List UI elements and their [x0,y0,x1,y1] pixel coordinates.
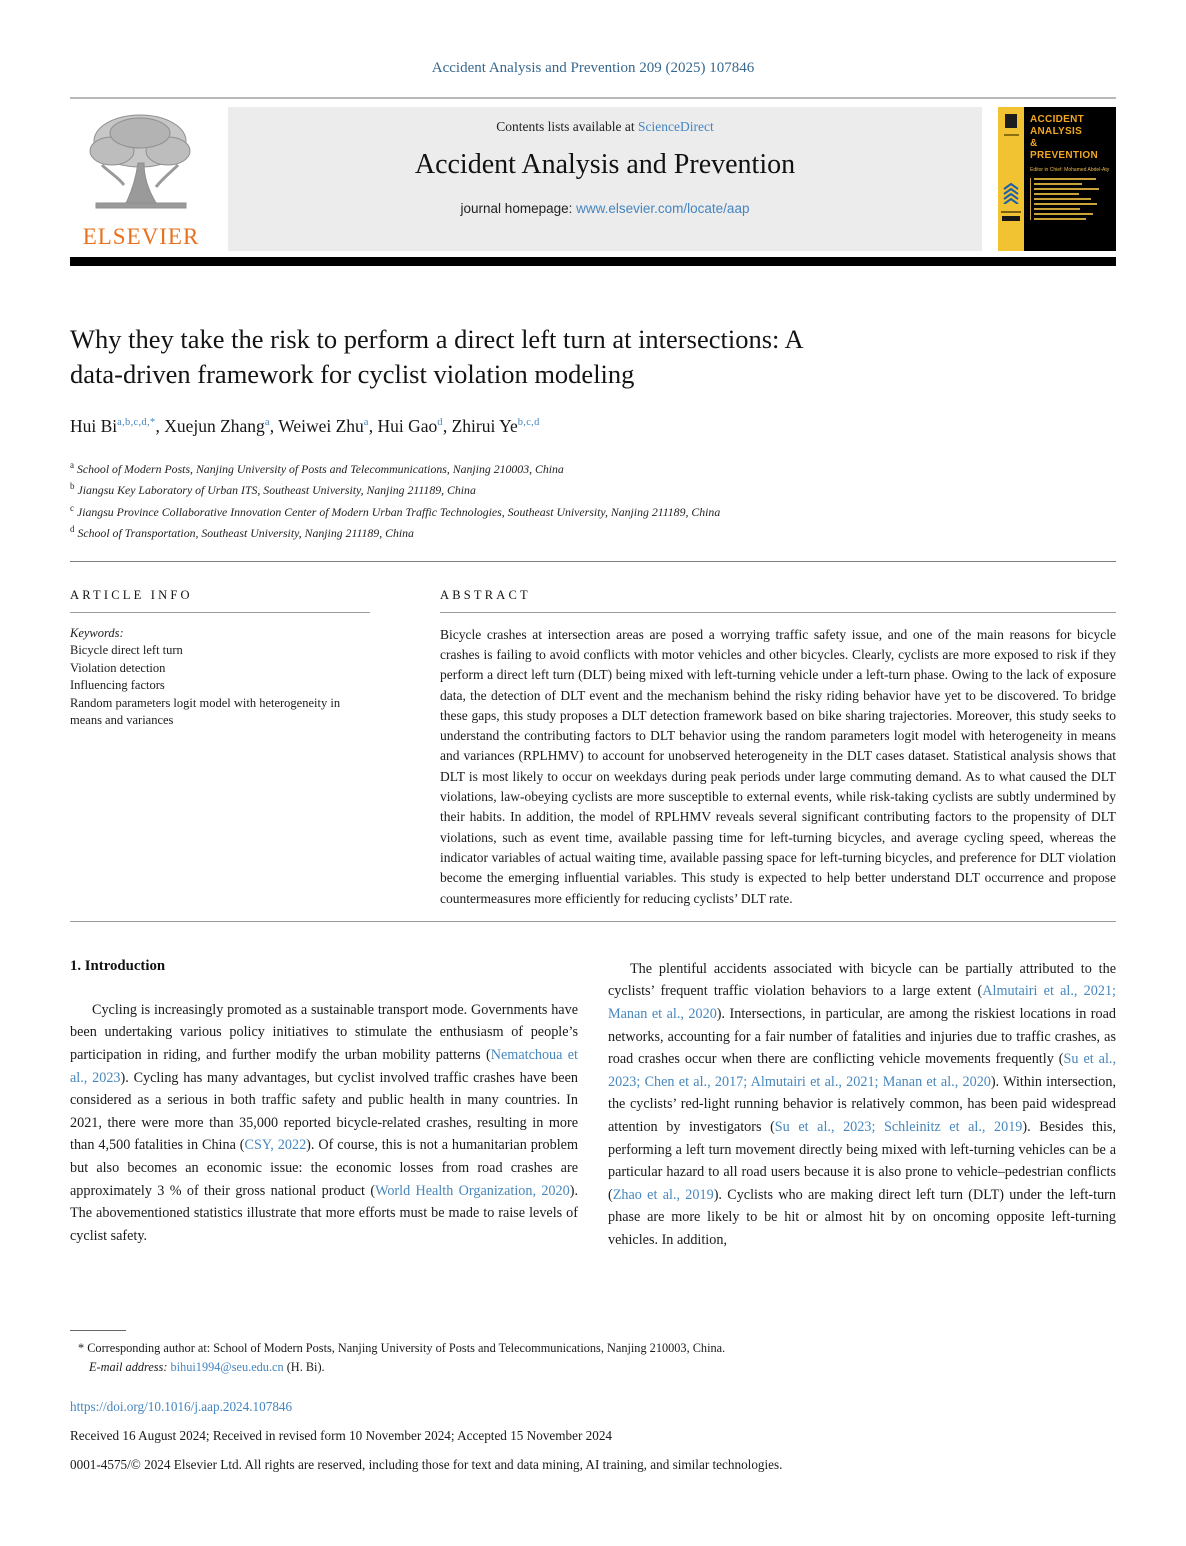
masthead-black-bar [70,257,1116,266]
citation-link[interactable]: Su et al., 2023; Chen et al., 2017; Almutairi et al., 2021; Manan et al., 2020 [608,1051,1116,1090]
cover-sciencedirect-badge [1002,216,1020,221]
cover-topic-bar [1034,178,1096,180]
author [164,416,278,436]
masthead [70,107,1116,251]
elsevier-tree-icon [82,107,200,222]
affiliation-text: Jiangsu Key Laboratory of Urban ITS, Southeast University, Nanjing 211189, China [77,483,476,498]
author-name: Xuejun Zhang [164,416,265,436]
author-superscript[interactable]: a [363,417,369,429]
citation-link[interactable]: Almutairi et al., 2021; Manan et al., 2020 [608,983,1116,1023]
affiliation-text: School of Transportation, Southeast University, Nanjing 211189, China [77,526,414,541]
keyword-item: Random parameters logit model with heterogeneity in means and variances [70,695,341,728]
email-suffix: (H. Bi). [283,1360,325,1374]
cover-topic-bar [1034,213,1093,215]
affiliation-line [70,457,1116,478]
page-footer [70,1330,1116,1487]
body-text: ). Cycling has many advantages, but cyclist involved traffic crashes have been considered as a serious in both traffic safety and public health in many countries. In 2021, there were more than 35,000 reported bicycle-related crashes, resulting in more than 4,500 fatalities in China ( [70,1069,578,1154]
cover-topic-list [1030,178,1111,220]
intro-right-column [608,958,1116,1252]
body-text: ). The abovementioned statistics illustrate that more efforts must be made to raise levels of cyclist safety. [70,1182,578,1244]
affiliation-text: School of Modern Posts, Nanjing University of Posts and Telecommunications, Nanjing 210003, China [77,461,564,476]
affiliations [70,457,1116,543]
cover-title-line3: & [1030,138,1038,149]
affiliation-superscript: d [70,524,75,535]
keywords-label: Keywords: [70,625,124,640]
author [378,416,452,436]
top-divider [70,97,1116,99]
body-text: Cycling is increasingly promoted as a sustainable transport mode. Governments have been undertaking various policy initiatives to stimulate the enthusiasm of people’s participation in riding, and further modify the urban mobility patterns ( [70,1001,578,1064]
cover-title-line2: ANALYSIS [1030,126,1083,137]
article-title-line1: Why they take the risk to perform a direct left turn at intersections: A [70,324,804,354]
journal-cover-thumbnail[interactable] [998,107,1116,251]
affiliation-superscript: a [70,460,74,470]
cover-topic-bar [1034,183,1082,185]
email-link[interactable]: bihui1994@seu.edu.cn [170,1360,284,1374]
keyword-item: Influencing factors [70,678,165,693]
author-superscript[interactable]: d [437,417,443,429]
homepage-link[interactable]: www.elsevier.com/locate/aap [576,201,750,216]
body-text: ). Intersections, in particular, are among the riskiest locations in road networks, accounting for a fair number of fatalities and injuries due to traffic crashes, as road crashes occur when there are conflicting vehicle movements frequently ( [608,1006,1117,1068]
affiliation-text: Jiangsu Province Collaborative Innovation Center of Modern Urban Traffic Technologies, Southeast University, Nanjing 211189, China [77,504,721,519]
author-superscript[interactable]: a,b,c,d,* [117,417,156,429]
citation-link[interactable]: World Health Organization, 2020 [375,1182,570,1199]
contents-prefix: Contents lists available at [496,119,638,134]
journal-title: Accident Analysis and Prevention [414,149,796,180]
author-name: Zhirui Ye [451,416,518,436]
author-superscript[interactable]: a [264,417,270,429]
cover-association-text [1001,211,1021,213]
cover-editor-line: Editor in Chief: Mohamed Abdel-Aty [1030,167,1110,173]
introduction-section [70,958,1116,1252]
keyword-item: Bicycle direct left turn [70,643,183,658]
email-label: E-mail address: [89,1360,168,1374]
cover-title-line4: PREVENTION [1030,150,1099,161]
citation-link[interactable]: CSY, 2022 [244,1137,307,1154]
abstract-column [440,588,1116,909]
intro-right-paragraph [608,958,1116,1252]
homepage-line [238,201,972,216]
citation-link[interactable]: Zhao et al., 2019 [612,1186,714,1203]
cover-chevron-logo-icon [1001,182,1021,209]
author-separator: , [368,416,378,436]
author-separator: , [155,416,165,436]
intro-left-column [70,958,578,1252]
article-info-heading-rule [70,612,370,613]
body-text: ). Besides this, performing a left turn movement directly being mixed with left-turning vehicles can be a particular hazard to all road users because it is also prone to vehicle–pedestrian conflicts ( [608,1119,1116,1203]
body-text: ). Of course, this is not a humanitarian problem but also becomes an economic issue: the economic losses from road crashes are approximately 3 % of their gross national product ( [70,1137,578,1199]
author-superscript[interactable]: b,c,d [517,417,540,429]
affiliation-line [70,521,1116,542]
email-line [70,1360,1116,1375]
footnote-divider [70,1330,126,1331]
cover-title-line1: ACCIDENT [1030,114,1085,125]
corresponding-author-note: * Corresponding author at: School of Modern Posts, Nanjing University of Posts and Telecommunications, Nanjing 210003, China. [78,1341,726,1355]
author-name: Hui Bi [70,416,118,436]
keyword-item: Violation detection [70,660,166,675]
article-info-column [70,588,370,909]
body-text: ). Within intersection, the cyclists’ red-light running behavior is relatively common, has been paid widespread attention by investigators ( [608,1073,1116,1135]
author-name: Hui Gao [377,416,438,436]
cover-spine [998,107,1024,251]
masthead-center [228,107,982,251]
journal-reference: Accident Analysis and Prevention 209 (2025) 107846 [431,60,755,76]
cover-emblem-icon [1005,114,1017,128]
elsevier-wordmark: ELSEVIER [82,224,200,249]
cover-topic-bar [1034,193,1079,195]
doi-line [70,1399,1116,1415]
author [278,416,377,436]
intro-left-paragraph [70,999,578,1248]
elsevier-logo[interactable] [70,107,212,251]
citation-link[interactable]: Su et al., 2023; Schleinitz et al., 2019 [774,1119,1023,1135]
copyright-line: 0001-4575/© 2024 Elsevier Ltd. All rights are reserved, including those for text and data mining, AI training, and similar technologies. [70,1457,783,1473]
body-text: The plentiful accidents associated with bicycle can be partially attributed to the cyclists’ frequent traffic violation behaviors to a large extent ( [608,960,1116,1000]
abstract-text: Bicycle crashes at intersection areas are posed a worrying traffic safety issue, and one of the main reasons for bicycle crashes is failing to avoid conflicts with motor vehicles and other bicycles. Clearly, cyclists are more exposed to risk if they perform a direct left turn (DLT) being mixed with left-turning vehicle under a left-turn phase. Owing to the lack of exposure data, the detection of DLT event and the mechanism behind the risky riding behavior have yet to be discovered. To bridge these gaps, this study proposes a DLT detection framework based on bike sharing trajectories. Moreover, this study seeks to understand the contributing factors to DLT behavior using the random parameters logit model with heterogeneity in means and variances (RPLHMV) to account for unobserved heterogeneity in the DLT cases dataset. Statistical analysis shows that DLT is most likely to occur on weekdays during peak periods under large commuting demand. As to what caused the DLT violations, law-obeying cyclists are more susceptible to external events, while risk-taking cyclists are subtly undermined by their habits. In addition, the model of RPLHMV reveals several significant contributing factors to the propensity of DLT violations, such as event time, available passing time for left-turning bicycles, and average cycling speed, whereas the indicator variables of actual waiting time, available passing space for left-turning bicycles, and preference for DLT violation become the emerging influential variables. This study is expected to help better understand DLT occurrence and propose countermeasures more efficiently for reducing cyclists’ DLT rate. [440,626,1116,906]
affiliation-superscript: b [70,481,75,492]
cover-topic-bar [1034,188,1099,190]
doi-link[interactable]: https://doi.org/10.1016/j.aap.2024.107846 [70,1399,293,1414]
author-separator: , [442,416,452,436]
author [70,416,164,436]
affiliation-line [70,500,1116,521]
info-abstract-section [70,562,1116,909]
cover-topic-bar [1034,198,1091,200]
cover-main [1024,107,1116,251]
cover-topic-bar [1034,208,1080,210]
cover-title [1030,114,1111,162]
abstract-bottom-divider [70,921,1116,922]
affiliation-superscript: c [70,502,74,513]
abstract-heading-rule [440,612,1116,613]
abstract-heading: ABSTRACT [440,587,531,602]
contents-line [238,119,972,135]
affiliation-line [70,478,1116,499]
article-info-heading: ARTICLE INFO [70,587,193,602]
introduction-heading: 1. Introduction [70,957,166,974]
author-separator: , [269,416,279,436]
article-title-line2: data-driven framework for cyclist violation modeling [70,359,635,389]
homepage-prefix: journal homepage: [460,201,577,216]
author [452,416,540,436]
received-dates: Received 16 August 2024; Received in revised form 10 November 2024; Accepted 15 November 2024 [70,1428,613,1444]
sciencedirect-link[interactable]: ScienceDirect [638,119,714,134]
authors-line [70,416,1116,437]
body-text: ). Cyclists who are making direct left turn (DLT) under the left-turn phase are more likely to be hit or almost hit by on oncoming opposite left-turning vehicles. In addition, [608,1186,1116,1248]
author-name: Weiwei Zhu [278,416,364,436]
cover-topic-bar [1034,218,1086,220]
citation-link[interactable]: Nematchoua et al., 2023 [70,1047,578,1086]
article-title [70,322,1116,392]
cover-topic-bar [1034,203,1097,205]
cover-issn-text [1004,134,1019,136]
